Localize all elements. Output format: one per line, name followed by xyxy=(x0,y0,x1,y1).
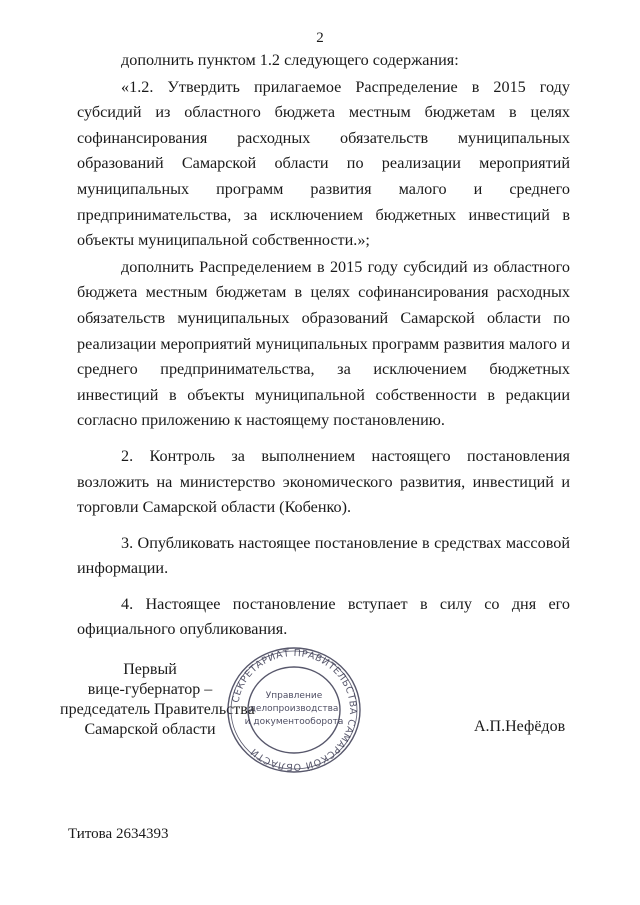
paragraph-effective-date: 4. Настоящее постановление вступает в силу со дня его официального опубликования. xyxy=(77,594,570,639)
page-number: 2 xyxy=(316,30,324,46)
paragraph-distribution-addition: дополнить Распределением в 2015 году субсидий из областного бюджета местным бюджетам в целях софинансирования расходных обязательств муниципальных образований Самарской области по реализации мероприятий муниципальных программ развития малого и среднего предпринимательства, за исключением бюджетных инвестиций в объекты муниципальной собственности в редакции согласно приложению к настоящему постановлению. xyxy=(77,257,570,430)
signatory-position-line: вице-губернатор – xyxy=(87,681,213,698)
seal-inner-line: делопроизводства xyxy=(249,704,339,714)
signatory-position xyxy=(60,660,255,740)
official-seal xyxy=(226,646,362,774)
paragraph-clause-1-2: «1.2. Утвердить прилагаемое Распределение в 2015 году субсидий из областного бюджета местным бюджетам в целях софинансирования расходных обязательств муниципальных образований Самарской области по реализации мероприятий муниципальных программ развития малого и среднего предпринимательства, за исключением бюджетных инвестиций в объекты муниципальной собственности.»; xyxy=(77,77,570,250)
seal-inner-line: Управление xyxy=(265,691,323,701)
paragraph-control: 2. Контроль за выполнением настоящего постановления возложить на министерство экономического развития, инвестиций и торговли Самарской области (Кобенко). xyxy=(77,446,570,517)
signatory-name: А.П.Нефёдов xyxy=(474,718,566,735)
document-body xyxy=(77,48,570,643)
seal-inner-line: и документооборота xyxy=(244,717,344,727)
signatory-position-line: Первый xyxy=(123,661,177,678)
signatory-position-line: председатель Правительства xyxy=(60,701,255,718)
paragraph-publication: 3. Опубликовать настоящее постановление в средствах массовой информации. xyxy=(77,533,570,578)
paragraph-addition-intro: дополнить пунктом 1.2 следующего содержания: xyxy=(121,51,459,69)
signatory-position-line: Самарской области xyxy=(84,721,216,738)
executor-contact: Титова 2634393 xyxy=(68,826,169,842)
seal-ring-text: СЕКРЕТАРИАТ ПРАВИТЕЛЬСТВА САМАРСКОЙ ОБЛАСТИ xyxy=(230,647,359,773)
